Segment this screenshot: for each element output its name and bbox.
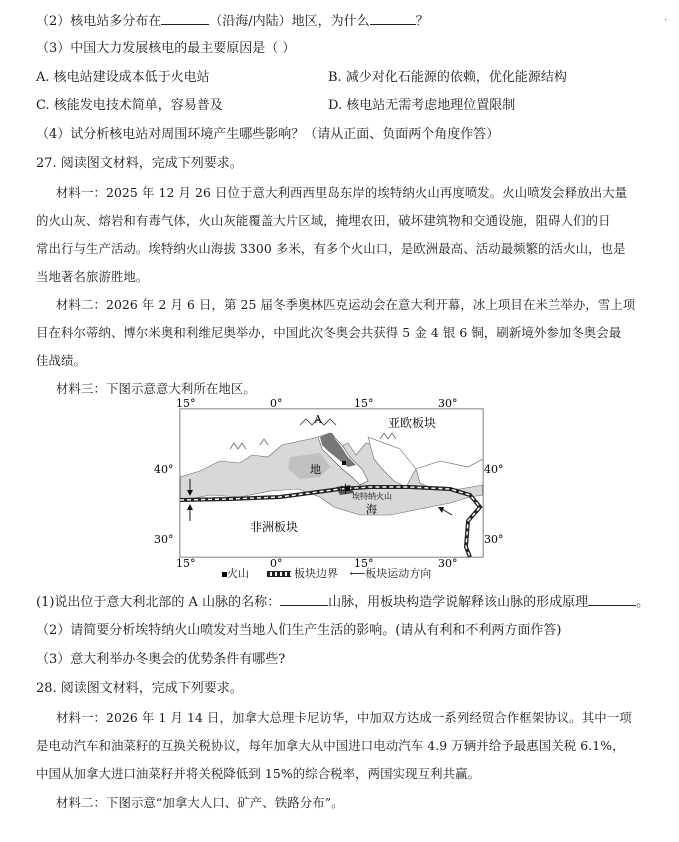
legend-volcano: 火山 bbox=[227, 567, 249, 580]
lon-label-bottom-0: 0° bbox=[270, 557, 283, 570]
q26-part2-end: ？ bbox=[415, 14, 429, 29]
q27-material3: 材料三：下图示意意大利所在地区。 bbox=[56, 381, 256, 396]
volcano-marker bbox=[342, 461, 346, 465]
q27-material1-line4: 当地著名旅游胜地。 bbox=[36, 269, 149, 284]
mountain-a-label: A bbox=[314, 413, 322, 426]
answer-blank[interactable] bbox=[588, 593, 636, 606]
q26-part4: （4）试分析核电站对周围环境产生哪些影响？（请从正面、负面两个角度作答） bbox=[36, 127, 500, 142]
q27-title: 27. 阅读图文材料，完成下列要求。 bbox=[36, 156, 243, 171]
answer-blank[interactable] bbox=[280, 593, 328, 606]
q26-part2-text: （2）核电站多分布在 bbox=[36, 14, 162, 29]
q27-material1-line2: 的火山灰、熔岩和有毒气体，火山灰能覆盖大片区域，掩埋农田，破坏建筑物和交通设施，阻碍人们的日 bbox=[36, 213, 611, 228]
boundary-legend-icon bbox=[267, 571, 291, 577]
lon-label-top-15e: 15° bbox=[354, 397, 374, 410]
lon-label-top-15w: 15° bbox=[176, 397, 196, 410]
lon-label-bottom-15w: 15° bbox=[176, 557, 196, 570]
map-legend bbox=[222, 567, 431, 581]
option-b[interactable]: B. 减少对化石能源的依赖，优化能源结构 bbox=[328, 70, 567, 85]
q28-material1-line3: 中国从加拿大进口油菜籽并将关税降低到 15%的综合税率，两国实现互利共赢。 bbox=[36, 766, 481, 781]
sea-label-zhong: 中 bbox=[340, 483, 351, 496]
q27-material2-line2: 目在科尔蒂纳、博尔米奥和利维尼奥举办，中国此次冬奥会共获得 5 金 4 银 6 铜，刷新境外参加冬奥会最 bbox=[36, 325, 622, 340]
answer-blank[interactable] bbox=[370, 12, 416, 25]
q27-part1 bbox=[36, 593, 649, 612]
lat-label-left-30: 30° bbox=[154, 533, 174, 546]
legend-direction: 板块运动方向 bbox=[365, 567, 432, 580]
italy-region-map bbox=[154, 397, 504, 570]
q27-material2-line1: 材料二：2026 年 2 月 6 日，第 25 届冬季奥林匹克运动会在意大利开幕，冰上项目在米兰举办，雪上项 bbox=[56, 297, 636, 312]
lon-label-bottom-15e: 15° bbox=[354, 557, 374, 570]
sea-label-hai: 海 bbox=[366, 503, 377, 516]
q27-part2: （2）请简要分析埃特纳火山喷发对当地人们生产生活的影响。(请从有利和不利两方面作答) bbox=[36, 623, 562, 638]
q27-part1-end: 。 bbox=[636, 595, 650, 610]
option-a[interactable]: A. 核电站建设成本低于火电站 bbox=[36, 70, 210, 85]
option-c[interactable]: C. 核能发电技术简单，容易普及 bbox=[36, 98, 223, 113]
eurasian-plate-label: 亚欧板块 bbox=[388, 416, 437, 430]
q27-material2-line3: 佳战绩。 bbox=[36, 353, 86, 368]
q27-part1-mid: 山脉，用板块构造学说解释该山脉的形成原理 bbox=[328, 595, 589, 610]
legend-boundary: 板块边界 bbox=[294, 567, 338, 580]
q28-title: 28. 阅读图文材料，完成下列要求。 bbox=[36, 681, 243, 696]
q27-part1-text: (1)说出位于意大利北部的 A 山脉的名称： bbox=[36, 595, 281, 610]
q28-material1-line1: 材料一：2026 年 1 月 14 日，加拿大总理卡尼访华，中加双方达成一系列经贸合作框架协议。其中一项 bbox=[56, 710, 632, 725]
q28-material1-line2: 是电动汽车和油菜籽的互换关税协议，每年加拿大从中国进口电动汽车 4.9 万辆并给予最惠国关税 6.1%， bbox=[36, 738, 625, 753]
q26-part2 bbox=[36, 12, 429, 31]
lat-label-left-40: 40° bbox=[154, 463, 174, 476]
q28-material2: 材料二：下图示意“加拿大人口、矿产、铁路分布”。 bbox=[56, 795, 344, 810]
lon-label-top-30e: 30° bbox=[438, 397, 458, 410]
option-d[interactable]: D. 核电站无需考虑地理位置限制 bbox=[328, 98, 516, 113]
arrow-left-icon: ⟵ bbox=[349, 567, 366, 580]
q27-material1-line3: 常出行与生产活动。埃特纳火山海拔 3300 多米，有多个火山口，是欧洲最高、活动最频繁的活火山，也是 bbox=[36, 241, 626, 256]
african-plate-label: 非洲板块 bbox=[250, 520, 299, 534]
q27-material1-line1: 材料一：2025 年 12 月 26 日位于意大利西西里岛东岸的埃特纳火山再度喷发。火山喷发会释放出大量 bbox=[56, 185, 628, 200]
corner-mark: . bbox=[664, 12, 668, 23]
etna-label: 埃特纳火山 bbox=[352, 492, 392, 501]
answer-blank[interactable] bbox=[161, 12, 209, 25]
lat-label-right-40: 40° bbox=[484, 463, 504, 476]
q26-part2-mid: （沿海/内陆）地区，为什么 bbox=[209, 14, 370, 29]
lon-label-top-0: 0° bbox=[270, 397, 283, 410]
q27-part3: （3）意大利举办冬奥会的优势条件有哪些? bbox=[36, 652, 286, 667]
lon-label-bottom-30e: 30° bbox=[438, 557, 458, 570]
q26-part3: （3）中国大力发展核电的最主要原因是（ ） bbox=[36, 41, 296, 56]
sea-label-di: 地 bbox=[310, 463, 321, 476]
lat-label-right-30: 30° bbox=[484, 533, 504, 546]
